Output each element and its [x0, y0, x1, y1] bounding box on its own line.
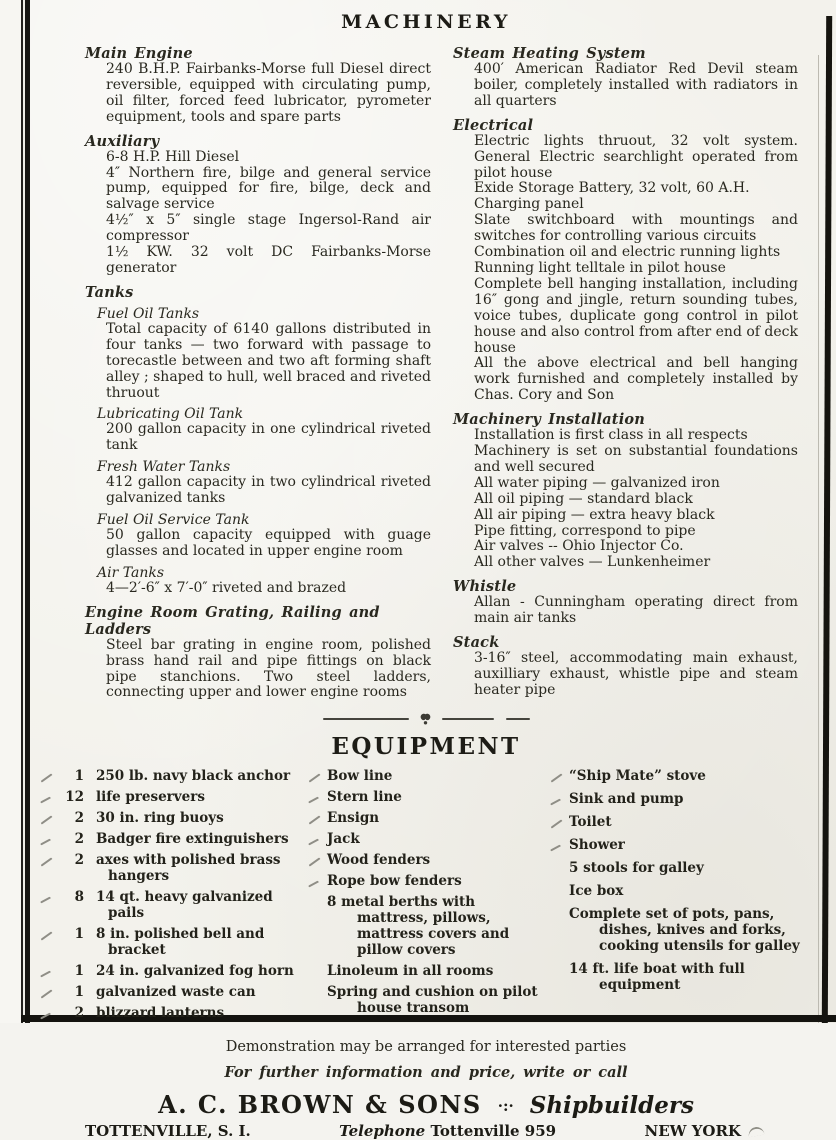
section-steam-heating: [453, 45, 798, 110]
pencil-check-icon: [40, 852, 60, 884]
item-text: blizzard lanterns: [96, 1005, 225, 1022]
spec-line: All oil piping — standard black: [474, 490, 693, 507]
machinery-left-column: [85, 38, 431, 701]
item-quantity: 1: [74, 963, 84, 980]
section-body: 240 B.H.P. Fairbanks-Morse full Diesel direct reversible, equipped with circulating pump, oil filter, forced feed lubricator, pyrometer equipment, tools and spare parts: [106, 61, 431, 125]
subsection-air-tanks: [85, 565, 431, 597]
demonstration-note: Demonstration may be arranged for interested parties: [225, 1039, 627, 1056]
company-type: Shipbuilders: [529, 1092, 694, 1120]
item-text: life preservers: [96, 789, 205, 806]
pencil-check-icon: [40, 768, 60, 784]
spec-line: 4½″ x 5″ single stage Ingersol-Rand air compressor: [106, 212, 431, 245]
equipment-item: [40, 768, 308, 784]
spec-line: All the above electrical and bell hanging work furnished and completely installed by Chas. Cory and Son: [474, 355, 798, 404]
subsection-body: 412 gallon capacity in two cylindrical riveted galvanized tanks: [106, 474, 431, 507]
equipment-item: [40, 963, 308, 979]
equipment-item: [40, 926, 308, 958]
machinery-right-column: [453, 38, 798, 701]
subsection-heading: Lubricating Oil Tank: [97, 406, 244, 423]
section-tanks: [85, 284, 431, 597]
subsection-body: 200 gallon capacity in one cylindrical riveted tank: [106, 421, 431, 454]
pencil-check-icon: [40, 810, 60, 826]
equipment-item: [40, 810, 308, 826]
spec-line: Combination oil and electric running lights: [474, 244, 781, 261]
subsection-heading: Fuel Oil Service Tank: [97, 512, 250, 529]
section-stack: [453, 634, 798, 699]
section-heading: Stack: [453, 634, 500, 652]
item-text: Complete set of pots, pans, dishes, knives and forks, cooking utensils for galley: [569, 906, 800, 955]
item-text: Toilet: [569, 814, 612, 831]
pencil-check-icon: [550, 906, 569, 954]
item-text: galvanized waste can: [96, 984, 256, 1001]
equipment-item: [308, 963, 550, 979]
equipment-item: [308, 984, 550, 1016]
pencil-check-icon: [308, 984, 327, 1016]
spec-line: 6-8 H.P. Hill Diesel: [106, 148, 240, 165]
subsection-body: 50 gallon capacity equipped with guage glasses and located in upper engine room: [106, 527, 431, 559]
spec-line: All air piping — extra heavy black: [474, 506, 715, 523]
spec-line: Machinery is set on substantial foundations and well secured: [474, 443, 798, 475]
section-machinery-installation: [453, 411, 798, 571]
item-text: 24 in. galvanized fog horn: [96, 963, 294, 980]
item-text: Stern line: [327, 789, 402, 806]
equipment-column-1: [40, 768, 308, 1026]
item-quantity: 2: [74, 810, 84, 827]
item-text: axes with polished brass hangers: [96, 852, 281, 885]
section-heading: Steam Heating System: [453, 45, 646, 62]
equipment-item: [40, 831, 308, 847]
equipment-item: [550, 961, 812, 993]
section-body: Allan - Cunningham operating direct from main air tanks: [474, 594, 798, 627]
spec-line: Air valves -- Ohio Injector Co.: [474, 538, 684, 555]
scan-right-edge-line: [822, 16, 832, 1023]
subsection-fuel-oil-tanks: [85, 306, 431, 402]
spec-line: Slate switchboard with mountings and switches for controlling various circuits: [474, 212, 798, 245]
divider-rule-left: [323, 718, 409, 720]
pencil-check-icon: [550, 860, 569, 876]
spec-line: Electric lights thruout, 32 volt system. General Electric searchlight operated from pilot house: [474, 132, 798, 181]
section-body: Steel bar grating in engine room, polished brass hand rail and pipe fittings on black pipe stanchions. Two steel ladders, connecting upper and lower engine rooms: [106, 636, 431, 701]
equipment-item: [40, 789, 308, 805]
equipment-item: [550, 791, 812, 807]
section-heading: Engine Room Grating, Railing and Ladders: [85, 603, 380, 638]
equipment-column-2: [308, 768, 550, 1026]
spec-line: Installation is first class in all respects: [474, 427, 748, 444]
equipment-item: [308, 789, 550, 805]
section-engine-room-grating: [85, 604, 431, 702]
item-text: 30 in. ring buoys: [96, 810, 224, 827]
item-text: 8 metal berths with mattress, pillows, mattress covers and pillow covers: [327, 894, 510, 959]
subsection-heading: Fuel Oil Tanks: [97, 305, 200, 322]
item-quantity: 2: [74, 852, 84, 869]
spec-line: 1½ KW. 32 volt DC Fairbanks-Morse generator: [106, 244, 431, 276]
page-title: MACHINERY: [341, 11, 511, 33]
equipment-item: [550, 906, 812, 954]
spec-line: 4″ Northern fire, bilge and general service pump, equipped for fire, bilge, deck and salvage service: [106, 164, 431, 213]
item-quantity: 1: [74, 768, 84, 785]
spec-line: Complete bell hanging installation, including 16″ gong and jingle, return sounding tubes, voice tubes, duplicate gong control in pilot house and also control from after end of deck house: [474, 275, 798, 356]
item-quantity: 12: [65, 789, 84, 806]
section-divider: [30, 712, 822, 726]
item-text: 8 in. polished bell and bracket: [96, 926, 265, 959]
item-quantity: 2: [74, 831, 84, 848]
equipment-item: [40, 852, 308, 884]
pencil-check-icon: [308, 831, 327, 847]
subsection-heading: Air Tanks: [97, 564, 165, 581]
pencil-check-icon: [550, 837, 569, 853]
location-right-group: [644, 1122, 764, 1140]
item-text: Linoleum in all rooms: [327, 963, 494, 980]
pencil-check-icon: [550, 791, 569, 807]
section-auxiliary: [85, 133, 431, 277]
section-heading: Machinery Installation: [453, 411, 646, 429]
pencil-check-icon: [550, 961, 569, 993]
section-electrical: [453, 117, 798, 404]
equipment-item: [550, 860, 812, 876]
item-text: Jack: [327, 831, 360, 848]
spec-line: Exide Storage Battery, 32 volt, 60 A.H.: [474, 180, 750, 197]
subsection-fuel-oil-service-tank: [85, 512, 431, 560]
item-text: 250 lb. navy black anchor: [96, 768, 291, 785]
equipment-item: [550, 883, 812, 899]
page-content: [30, 0, 822, 1140]
divider-rule-right: [442, 718, 494, 720]
equipment-item: [308, 768, 550, 784]
item-text: Bow line: [327, 768, 393, 785]
subsection-heading: Fresh Water Tanks: [97, 459, 231, 476]
item-quantity: 8: [74, 889, 84, 906]
scan-left-margin: [0, 0, 21, 1023]
equipment-item: [40, 1005, 308, 1021]
item-text: Wood fenders: [327, 852, 431, 869]
pencil-check-icon: [550, 814, 569, 830]
section-heading: Main Engine: [85, 45, 193, 62]
equipment-item: [308, 852, 550, 868]
pencil-check-icon: [308, 963, 327, 979]
equipment-item: [40, 984, 308, 1000]
pencil-check-icon: [308, 873, 327, 889]
equipment-item: [308, 894, 550, 958]
item-text: Ensign: [327, 810, 380, 827]
subsection-lubricating-oil-tank: [85, 406, 431, 454]
telephone: [339, 1122, 556, 1140]
spec-line: Running light telltale in pilot house: [474, 259, 726, 276]
item-text: Rope bow fenders: [327, 873, 462, 890]
item-text: Badger fire extinguishers: [96, 831, 289, 848]
item-text: Spring and cushion on pilot house transom: [327, 984, 538, 1017]
pencil-check-icon: [308, 789, 327, 805]
pencil-check-icon: [308, 852, 327, 868]
pencil-check-icon: [308, 768, 327, 784]
section-heading: Tanks: [85, 283, 134, 301]
company-separator-ornament: ·:·: [497, 1097, 514, 1116]
pencil-check-icon: [550, 768, 569, 784]
item-text: Shower: [569, 837, 625, 854]
item-text: Sink and pump: [569, 791, 684, 808]
section-body: 3-16″ steel, accommodating main exhaust, auxilliary exhaust, whistle pipe and steam heater pipe: [474, 650, 798, 698]
spec-line: All other valves — Lunkenheimer: [474, 554, 711, 571]
item-quantity: 2: [74, 1005, 84, 1022]
item-quantity: 1: [74, 926, 84, 943]
machinery-columns: [30, 38, 822, 701]
item-text: Ice box: [569, 883, 624, 900]
equipment-item: [40, 889, 308, 921]
location-left: TOTTENVILLE, S. I.: [85, 1122, 251, 1140]
footer-bottom-row: [30, 1119, 822, 1140]
pencil-check-icon: [40, 984, 60, 1000]
pencil-flourish-mark: [747, 1126, 764, 1138]
equipment-column-3: [550, 768, 812, 1026]
section-heading: Electrical: [453, 116, 534, 134]
equipment-item: [550, 837, 812, 853]
pencil-check-icon: [308, 810, 327, 826]
item-text: 14 qt. heavy galvanized pails: [96, 889, 273, 922]
equipment-title: EQUIPMENT: [331, 733, 521, 761]
pencil-check-icon: [40, 831, 60, 847]
location-right: NEW YORK: [644, 1122, 741, 1140]
item-text: “Ship Mate” stove: [569, 768, 706, 785]
fleuron-ornament-icon: [419, 713, 432, 726]
contact-note: For further information and price, write or call: [224, 1064, 628, 1082]
equipment-item: [550, 768, 812, 784]
section-heading: Whistle: [453, 578, 517, 596]
company-line: [30, 1090, 822, 1119]
equipment-item: [308, 831, 550, 847]
pencil-check-icon: [40, 889, 60, 921]
scan-left-edge-line: [21, 0, 30, 1023]
subsection-body: 4—2′-6″ x 7′-0″ riveted and brazed: [106, 579, 347, 596]
pencil-check-icon: [40, 963, 60, 979]
pencil-check-icon: [40, 1005, 60, 1021]
pencil-check-icon: [40, 789, 60, 805]
section-whistle: [453, 578, 798, 627]
item-text: 5 stools for galley: [569, 860, 704, 877]
telephone-value: Tottenville 959: [430, 1122, 557, 1140]
section-heading: Auxiliary: [85, 132, 160, 150]
spec-line: Charging panel: [474, 196, 584, 213]
divider-rule-right-short: [506, 718, 530, 720]
equipment-item: [308, 873, 550, 889]
item-text: 14 ft. life boat with full equipment: [569, 961, 745, 994]
equipment-item: [308, 810, 550, 826]
subsection-fresh-water-tanks: [85, 459, 431, 507]
section-main-engine: [85, 45, 431, 126]
telephone-label: Telephone: [339, 1122, 426, 1140]
spec-line: All water piping — galvanized iron: [474, 474, 720, 491]
subsection-body: Total capacity of 6140 gallons distributed in four tanks — two forward with passage to torecastle between and two aft forming shaft alley ; shaped to hull, well braced and riveted thruout: [106, 320, 431, 401]
spec-line: Pipe fitting, correspond to pipe: [474, 522, 696, 539]
pencil-check-icon: [308, 894, 327, 958]
equipment-item: [550, 814, 812, 830]
pencil-check-icon: [550, 883, 569, 899]
section-body: 400′ American Radiator Red Devil steam boiler, completely installed with radiators in all quarters: [474, 61, 798, 109]
item-quantity: 1: [74, 984, 84, 1001]
equipment-columns: [30, 768, 822, 1026]
company-name: A. C. BROWN & SONS: [158, 1090, 482, 1120]
pencil-check-icon: [40, 926, 60, 958]
